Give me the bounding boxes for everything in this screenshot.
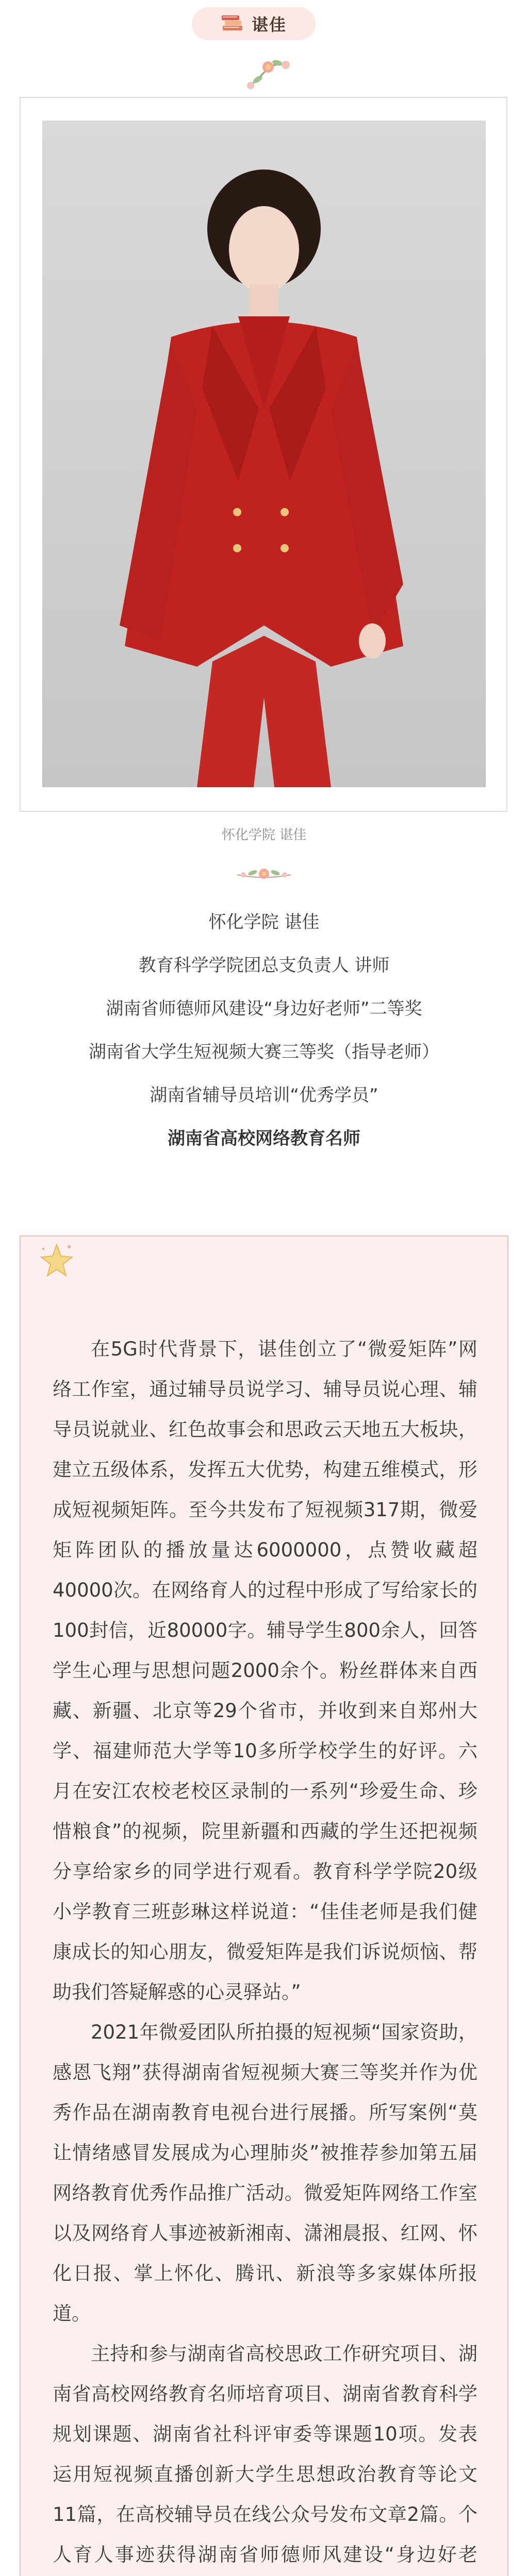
portrait-photo xyxy=(42,121,486,787)
teacher-name: 谌佳 xyxy=(251,15,287,35)
intro-award-line: 湖南省辅导员培训“优秀学员” xyxy=(150,1085,378,1106)
bio-paragraph: 在5G时代背景下，谌佳创立了“微爱矩阵”网络工作室，通过辅导员说学习、辅导员说心理、辅导员说就业、红色故事会和思政云天地五大板块，建立五级体系，发挥五大优势，构建五维模式，形成短视频矩阵。至今共发布了短视频317期，微爱矩阵团队的播放量达6000000，点赞收藏超40000次。在网络育人的过程中形成了写给家长的100封信，近80000字。辅导学生800余人，回答学生心理与思想问题2000余个。粉丝群体来自西藏、新疆、北京等29个省市，并收到来自郑州大学、福建师范大学等10多所学校学生的好评。六月在安江农校老校区录制的一系列“珍爱生命、珍惜粮食”的视频，院里新疆和西藏的学生还把视频分享给家乡的同学进行观看。教育科学学院20级小学教育三班彭琳这样说道：“佳佳老师是我们健康成长的知心朋友，微爱矩阵是我们诉说烦恼、帮助我们答疑解惑的心灵驿站。” xyxy=(53,1338,477,2003)
photo-frame xyxy=(20,97,507,812)
flower-divider-icon xyxy=(233,859,295,888)
intro-block xyxy=(0,901,528,1160)
name-tag xyxy=(192,7,316,40)
photo-caption: 怀化学院 谌佳 xyxy=(221,827,307,843)
biography-text xyxy=(53,1329,477,2576)
books-icon xyxy=(221,13,244,34)
portrait-illustration xyxy=(42,121,486,787)
intro-position-line: 教育科学学院团总支负责人 讲师 xyxy=(138,955,390,976)
flower-icon xyxy=(238,47,295,94)
biography-box xyxy=(20,1235,508,2576)
bio-paragraph: 主持和参与湖南省高校思政工作研究项目、湖南省高校网络教育名师培育项目、湖南省教育科学规划课题、湖南省社科评审委等课题10项。发表运用短视频直播创新大学生思想政治教育等论文11篇，在高校辅导员在线公众号发布文章2篇。个人育人事迹获得湖南省师德师风建设“身边好老 xyxy=(53,2343,477,2566)
intro-award-line: 湖南省大学生短视频大赛三等奖（指导老师） xyxy=(89,1042,439,1062)
intro-title-line: 湖南省高校网络教育名师 xyxy=(168,1128,360,1149)
intro-name-line: 怀化学院 谌佳 xyxy=(208,912,320,933)
bio-paragraph: 2021年微爱团队所拍摄的短视频“国家资助，感恩飞翔”获得湖南省短视频大赛三等奖并作为优秀作品在湖南教育电视台进行展播。所写案例“莫让情绪感冒发展成为心理肺炎”被推荐参加第五届网络教育优秀作品推广活动。微爱矩阵网络工作室以及网络育人事迹被新湘南、潇湘晨报、红网、怀化日报、掌上怀化、腾讯、新浪等多家媒体所报道。 xyxy=(53,2021,477,2325)
intro-award-line: 湖南省师德师风建设“身边好老师”二等奖 xyxy=(106,998,422,1019)
star-icon xyxy=(36,1240,77,1281)
